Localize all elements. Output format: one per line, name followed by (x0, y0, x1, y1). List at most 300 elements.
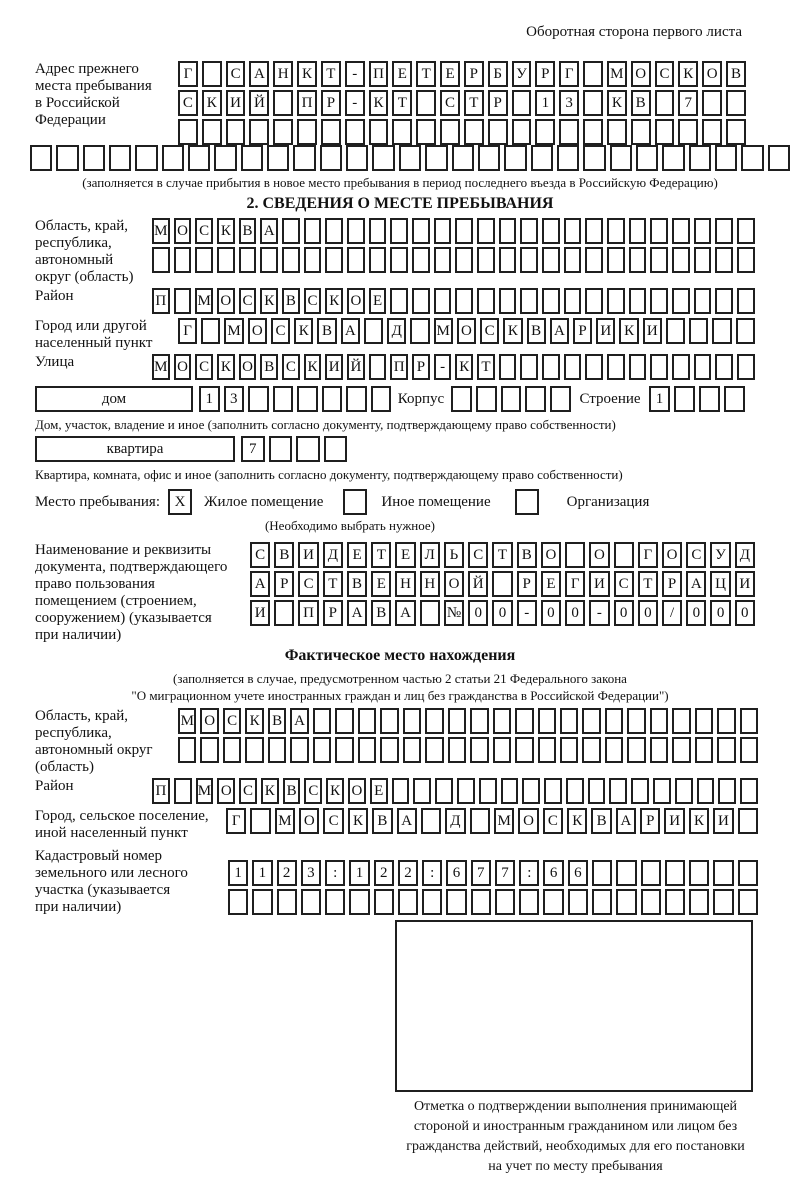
char-cell[interactable]: М (224, 318, 243, 344)
char-cell[interactable]: Т (371, 542, 391, 568)
char-cell[interactable]: А (395, 600, 415, 626)
char-cell[interactable] (313, 737, 331, 763)
char-cell[interactable] (568, 889, 588, 915)
char-cell[interactable]: Л (420, 542, 440, 568)
char-cell[interactable] (585, 247, 603, 273)
char-cell[interactable]: С (195, 218, 213, 244)
char-cell[interactable] (479, 778, 497, 804)
char-cell[interactable] (592, 889, 612, 915)
char-cell[interactable]: Г (178, 318, 197, 344)
char-cell[interactable] (672, 708, 690, 734)
char-cell[interactable] (369, 247, 387, 273)
char-cell[interactable] (249, 119, 269, 145)
char-cell[interactable]: Д (323, 542, 343, 568)
char-cell[interactable]: Р (640, 808, 660, 834)
char-cell[interactable] (560, 737, 578, 763)
char-cell[interactable] (499, 247, 517, 273)
char-cell[interactable]: Е (369, 288, 387, 314)
char-cell[interactable]: В (517, 542, 537, 568)
char-cell[interactable]: С (468, 542, 488, 568)
char-cell[interactable] (412, 218, 430, 244)
char-cell[interactable]: Ь (444, 542, 464, 568)
char-cell[interactable] (412, 247, 430, 273)
char-cell[interactable]: А (347, 600, 367, 626)
char-cell[interactable] (583, 145, 605, 171)
char-cell[interactable] (239, 247, 257, 273)
char-cell[interactable] (717, 737, 735, 763)
char-cell[interactable] (672, 247, 690, 273)
char-cell[interactable]: К (619, 318, 638, 344)
char-cell[interactable]: Р (517, 571, 537, 597)
char-cell[interactable]: М (195, 288, 213, 314)
char-cell[interactable] (345, 119, 365, 145)
char-cell[interactable] (282, 247, 300, 273)
char-cell[interactable]: 7 (495, 860, 515, 886)
char-cell[interactable]: К (294, 318, 313, 344)
char-cell[interactable] (583, 90, 603, 116)
char-cell[interactable]: Й (249, 90, 269, 116)
char-cell[interactable]: Р (662, 571, 682, 597)
char-cell[interactable] (152, 247, 170, 273)
char-cell[interactable] (390, 218, 408, 244)
char-cell[interactable] (557, 145, 579, 171)
char-cell[interactable] (451, 386, 472, 412)
char-cell[interactable] (582, 708, 600, 734)
char-cell[interactable]: И (298, 542, 318, 568)
char-cell[interactable]: С (304, 778, 322, 804)
char-cell[interactable]: И (664, 808, 684, 834)
char-cell[interactable]: В (282, 288, 300, 314)
char-cell[interactable]: 1 (535, 90, 555, 116)
char-cell[interactable]: К (567, 808, 587, 834)
char-cell[interactable] (564, 354, 582, 380)
char-cell[interactable] (641, 889, 661, 915)
char-cell[interactable] (607, 354, 625, 380)
char-cell[interactable] (560, 708, 578, 734)
char-cell[interactable] (650, 247, 668, 273)
char-cell[interactable] (471, 889, 491, 915)
char-cell[interactable] (650, 354, 668, 380)
char-cell[interactable]: С (178, 90, 198, 116)
char-cell[interactable] (726, 90, 746, 116)
char-cell[interactable]: К (260, 288, 278, 314)
char-cell[interactable]: М (152, 354, 170, 380)
char-cell[interactable]: О (174, 354, 192, 380)
char-cell[interactable]: И (596, 318, 615, 344)
char-cell[interactable] (520, 247, 538, 273)
char-cell[interactable] (478, 145, 500, 171)
char-cell[interactable] (358, 737, 376, 763)
char-cell[interactable]: Р (323, 600, 343, 626)
char-cell[interactable] (519, 889, 539, 915)
char-cell[interactable]: 7 (471, 860, 491, 886)
char-cell[interactable]: М (178, 708, 196, 734)
char-cell[interactable] (440, 119, 460, 145)
char-cell[interactable]: А (341, 318, 360, 344)
char-cell[interactable] (455, 218, 473, 244)
char-cell[interactable] (223, 737, 241, 763)
char-cell[interactable] (616, 860, 636, 886)
char-cell[interactable]: О (248, 318, 267, 344)
char-cell[interactable] (559, 119, 579, 145)
char-cell[interactable] (610, 145, 632, 171)
char-cell[interactable] (672, 288, 690, 314)
char-cell[interactable] (347, 247, 365, 273)
char-cell[interactable]: О (444, 571, 464, 597)
char-cell[interactable] (768, 145, 790, 171)
char-cell[interactable] (403, 708, 421, 734)
char-cell[interactable]: Р (488, 90, 508, 116)
char-cell[interactable] (425, 737, 443, 763)
char-cell[interactable] (653, 778, 671, 804)
char-cell[interactable] (109, 145, 131, 171)
char-cell[interactable] (252, 889, 272, 915)
char-cell[interactable] (369, 218, 387, 244)
char-cell[interactable]: Д (445, 808, 465, 834)
char-cell[interactable]: М (494, 808, 514, 834)
char-cell[interactable]: 1 (252, 860, 272, 886)
char-cell[interactable]: С (323, 808, 343, 834)
char-cell[interactable] (455, 288, 473, 314)
char-cell[interactable] (260, 247, 278, 273)
char-cell[interactable] (737, 354, 755, 380)
char-cell[interactable] (715, 218, 733, 244)
char-cell[interactable]: Р (573, 318, 592, 344)
char-cell[interactable] (695, 737, 713, 763)
char-cell[interactable] (689, 860, 709, 886)
char-cell[interactable]: К (369, 90, 389, 116)
char-cell[interactable]: П (390, 354, 408, 380)
char-cell[interactable] (457, 778, 475, 804)
char-cell[interactable] (738, 889, 758, 915)
char-cell[interactable] (413, 778, 431, 804)
char-cell[interactable]: О (200, 708, 218, 734)
char-cell[interactable] (515, 737, 533, 763)
char-cell[interactable] (675, 778, 693, 804)
char-cell[interactable] (713, 889, 733, 915)
char-cell[interactable]: 0 (614, 600, 634, 626)
char-cell[interactable]: Е (395, 542, 415, 568)
char-cell[interactable]: / (662, 600, 682, 626)
char-cell[interactable]: 3 (559, 90, 579, 116)
char-cell[interactable]: О (174, 218, 192, 244)
char-cell[interactable] (195, 247, 213, 273)
char-cell[interactable] (585, 288, 603, 314)
char-cell[interactable]: Т (464, 90, 484, 116)
char-cell[interactable] (741, 145, 763, 171)
char-cell[interactable]: С (298, 571, 318, 597)
char-cell[interactable]: О (457, 318, 476, 344)
char-cell[interactable] (499, 218, 517, 244)
char-cell[interactable]: 1 (349, 860, 369, 886)
char-cell[interactable] (738, 860, 758, 886)
char-cell[interactable]: К (348, 808, 368, 834)
char-cell[interactable] (493, 708, 511, 734)
char-cell[interactable] (736, 318, 755, 344)
char-cell[interactable]: К (297, 61, 317, 87)
char-cell[interactable] (665, 860, 685, 886)
char-cell[interactable]: П (297, 90, 317, 116)
char-cell[interactable] (274, 600, 294, 626)
char-cell[interactable]: С (226, 61, 246, 87)
char-cell[interactable] (605, 737, 623, 763)
char-cell[interactable]: О (348, 778, 366, 804)
char-cell[interactable] (268, 737, 286, 763)
char-cell[interactable] (542, 354, 560, 380)
char-cell[interactable] (564, 288, 582, 314)
char-cell[interactable] (371, 386, 392, 412)
char-cell[interactable]: С (195, 354, 213, 380)
char-cell[interactable]: И (643, 318, 662, 344)
char-cell[interactable] (492, 571, 512, 597)
char-cell[interactable] (202, 61, 222, 87)
char-cell[interactable]: С (543, 808, 563, 834)
char-cell[interactable]: 0 (565, 600, 585, 626)
char-cell[interactable] (715, 145, 737, 171)
char-cell[interactable] (277, 889, 297, 915)
char-cell[interactable] (699, 386, 720, 412)
char-cell[interactable]: Г (559, 61, 579, 87)
char-cell[interactable] (410, 318, 429, 344)
char-cell[interactable] (30, 145, 52, 171)
char-cell[interactable] (435, 778, 453, 804)
char-cell[interactable]: К (304, 354, 322, 380)
char-cell[interactable] (740, 708, 758, 734)
char-cell[interactable] (542, 218, 560, 244)
char-cell[interactable] (178, 737, 196, 763)
char-cell[interactable] (335, 737, 353, 763)
char-cell[interactable] (588, 778, 606, 804)
char-cell[interactable] (655, 90, 675, 116)
char-cell[interactable] (282, 218, 300, 244)
char-cell[interactable] (715, 247, 733, 273)
char-cell[interactable] (636, 145, 658, 171)
char-cell[interactable] (403, 737, 421, 763)
char-cell[interactable] (641, 860, 661, 886)
char-cell[interactable]: М (196, 778, 214, 804)
char-cell[interactable]: У (710, 542, 730, 568)
char-cell[interactable] (301, 889, 321, 915)
char-cell[interactable] (245, 737, 263, 763)
char-cell[interactable] (202, 119, 222, 145)
char-cell[interactable] (662, 145, 684, 171)
char-cell[interactable]: 7 (241, 436, 265, 462)
char-cell[interactable] (477, 247, 495, 273)
char-cell[interactable]: А (686, 571, 706, 597)
char-cell[interactable] (585, 218, 603, 244)
char-cell[interactable] (358, 708, 376, 734)
char-cell[interactable] (495, 889, 515, 915)
char-cell[interactable] (399, 145, 421, 171)
char-cell[interactable] (434, 288, 452, 314)
char-cell[interactable] (448, 708, 466, 734)
char-cell[interactable] (689, 889, 709, 915)
char-cell[interactable] (398, 889, 418, 915)
char-cell[interactable] (564, 218, 582, 244)
char-cell[interactable]: П (152, 778, 170, 804)
char-cell[interactable]: Б (488, 61, 508, 87)
char-cell[interactable] (650, 708, 668, 734)
char-cell[interactable] (655, 119, 675, 145)
char-cell[interactable] (392, 778, 410, 804)
char-cell[interactable] (335, 708, 353, 734)
char-cell[interactable]: 1 (199, 386, 220, 412)
char-cell[interactable] (583, 61, 603, 87)
char-cell[interactable]: Г (638, 542, 658, 568)
char-cell[interactable]: О (702, 61, 722, 87)
char-cell[interactable] (214, 145, 236, 171)
char-cell[interactable] (390, 288, 408, 314)
char-cell[interactable]: Е (370, 778, 388, 804)
char-cell[interactable]: Т (323, 571, 343, 597)
char-cell[interactable]: Р (321, 90, 341, 116)
char-cell[interactable]: 0 (686, 600, 706, 626)
char-cell[interactable] (178, 119, 198, 145)
char-cell[interactable]: Г (226, 808, 246, 834)
char-cell[interactable]: В (260, 354, 278, 380)
char-cell[interactable]: Е (392, 61, 412, 87)
char-cell[interactable] (434, 247, 452, 273)
char-cell[interactable] (629, 247, 647, 273)
char-cell[interactable]: Д (387, 318, 406, 344)
char-cell[interactable]: Н (395, 571, 415, 597)
char-cell[interactable]: В (268, 708, 286, 734)
char-cell[interactable]: М (607, 61, 627, 87)
char-cell[interactable]: Е (371, 571, 391, 597)
char-cell[interactable] (607, 119, 627, 145)
char-cell[interactable]: К (217, 218, 235, 244)
char-cell[interactable]: Т (321, 61, 341, 87)
char-cell[interactable]: 2 (277, 860, 297, 886)
char-cell[interactable] (380, 708, 398, 734)
char-cell[interactable] (452, 145, 474, 171)
char-cell[interactable]: Р (464, 61, 484, 87)
char-cell[interactable] (583, 119, 603, 145)
char-cell[interactable] (297, 119, 317, 145)
char-cell[interactable]: 2 (374, 860, 394, 886)
char-cell[interactable]: 7 (678, 90, 698, 116)
char-cell[interactable] (740, 778, 758, 804)
char-cell[interactable] (650, 737, 668, 763)
char-cell[interactable]: Г (178, 61, 198, 87)
char-cell[interactable]: С (440, 90, 460, 116)
char-cell[interactable] (380, 737, 398, 763)
char-cell[interactable] (416, 90, 436, 116)
char-cell[interactable] (269, 436, 293, 462)
char-cell[interactable]: С (655, 61, 675, 87)
char-cell[interactable] (325, 889, 345, 915)
char-cell[interactable]: О (217, 778, 235, 804)
char-cell[interactable] (631, 119, 651, 145)
char-cell[interactable]: И (589, 571, 609, 597)
char-cell[interactable] (697, 778, 715, 804)
char-cell[interactable] (446, 889, 466, 915)
char-cell[interactable] (504, 145, 526, 171)
char-cell[interactable] (200, 737, 218, 763)
char-cell[interactable] (135, 145, 157, 171)
char-cell[interactable] (672, 354, 690, 380)
char-cell[interactable] (650, 288, 668, 314)
char-cell[interactable] (566, 778, 584, 804)
char-cell[interactable]: Е (541, 571, 561, 597)
char-cell[interactable] (455, 247, 473, 273)
char-cell[interactable] (499, 288, 517, 314)
char-cell[interactable] (629, 288, 647, 314)
char-cell[interactable]: В (372, 808, 392, 834)
char-cell[interactable]: 0 (735, 600, 755, 626)
stay-type-checkbox-residential[interactable]: X (168, 489, 192, 515)
char-cell[interactable]: С (480, 318, 499, 344)
char-cell[interactable]: В (371, 600, 391, 626)
char-cell[interactable] (174, 288, 192, 314)
char-cell[interactable] (369, 354, 387, 380)
char-cell[interactable]: 1 (649, 386, 670, 412)
char-cell[interactable]: 6 (446, 860, 466, 886)
char-cell[interactable]: Н (273, 61, 293, 87)
char-cell[interactable] (201, 318, 220, 344)
char-cell[interactable] (522, 778, 540, 804)
char-cell[interactable]: 0 (541, 600, 561, 626)
char-cell[interactable]: В (317, 318, 336, 344)
char-cell[interactable] (665, 889, 685, 915)
char-cell[interactable] (325, 218, 343, 244)
char-cell[interactable] (83, 145, 105, 171)
char-cell[interactable]: К (217, 354, 235, 380)
char-cell[interactable] (582, 737, 600, 763)
char-cell[interactable]: П (152, 288, 170, 314)
char-cell[interactable]: - (589, 600, 609, 626)
char-cell[interactable] (293, 145, 315, 171)
char-cell[interactable] (531, 145, 553, 171)
char-cell[interactable]: 0 (492, 600, 512, 626)
char-cell[interactable]: А (550, 318, 569, 344)
char-cell[interactable] (627, 737, 645, 763)
char-cell[interactable] (512, 119, 532, 145)
char-cell[interactable] (678, 119, 698, 145)
char-cell[interactable] (694, 218, 712, 244)
char-cell[interactable] (322, 386, 343, 412)
char-cell[interactable]: К (678, 61, 698, 87)
char-cell[interactable] (477, 288, 495, 314)
char-cell[interactable] (609, 778, 627, 804)
char-cell[interactable]: М (275, 808, 295, 834)
char-cell[interactable]: С (250, 542, 270, 568)
char-cell[interactable] (477, 218, 495, 244)
char-cell[interactable] (297, 386, 318, 412)
char-cell[interactable]: Т (392, 90, 412, 116)
char-cell[interactable]: К (245, 708, 263, 734)
char-cell[interactable] (607, 218, 625, 244)
char-cell[interactable] (304, 218, 322, 244)
char-cell[interactable] (374, 889, 394, 915)
char-cell[interactable] (535, 119, 555, 145)
char-cell[interactable]: : (422, 860, 442, 886)
char-cell[interactable] (694, 354, 712, 380)
char-cell[interactable]: Й (468, 571, 488, 597)
char-cell[interactable] (488, 119, 508, 145)
char-cell[interactable] (666, 318, 685, 344)
char-cell[interactable] (689, 145, 711, 171)
char-cell[interactable] (627, 708, 645, 734)
char-cell[interactable]: О (239, 354, 257, 380)
char-cell[interactable] (520, 288, 538, 314)
char-cell[interactable] (364, 318, 383, 344)
char-cell[interactable]: А (397, 808, 417, 834)
char-cell[interactable] (217, 247, 235, 273)
char-cell[interactable] (434, 218, 452, 244)
char-cell[interactable] (470, 708, 488, 734)
char-cell[interactable]: Н (420, 571, 440, 597)
